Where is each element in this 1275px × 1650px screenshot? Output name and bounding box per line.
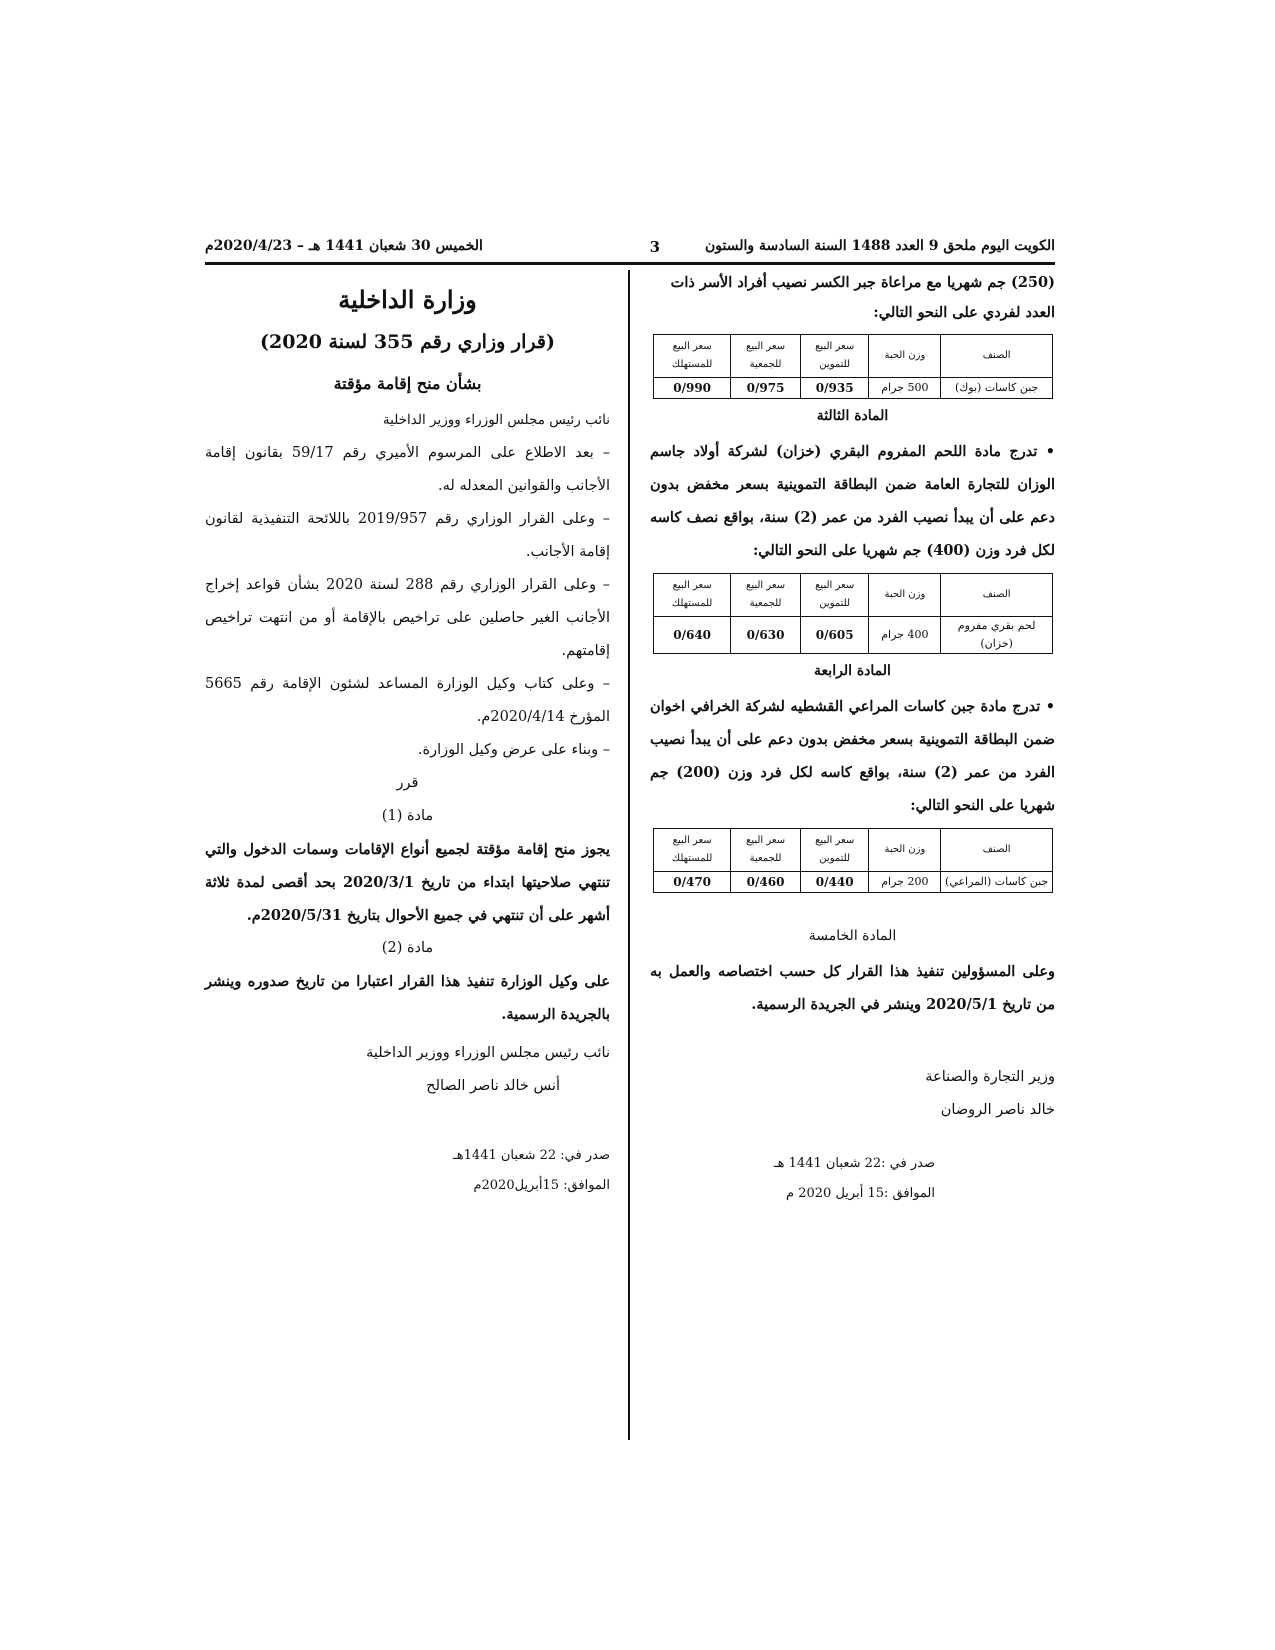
cell-weight: 400 جرام xyxy=(869,617,941,654)
recital: – وبناء على عرض وكيل الوزارة. xyxy=(417,742,610,758)
cell-weight: 200 جرام xyxy=(869,872,941,893)
signatory-title: وزير التجارة والصناعة xyxy=(925,1069,1055,1085)
col-header-consumer-price: سعر البيع للمستهلك xyxy=(654,335,731,378)
price-table-3 xyxy=(653,828,1053,893)
col-header-item: الصنف xyxy=(941,574,1053,617)
cell-coop-price: 0/630 xyxy=(731,617,801,654)
preamble: نائب رئيس مجلس الوزراء ووزير الداخلية xyxy=(382,412,610,428)
col-header-item: الصنف xyxy=(941,335,1053,378)
issued-date: صدر في :22 شعبان 1441 هـ xyxy=(773,1156,935,1171)
decision-subject: بشأن منح إقامة مؤقتة xyxy=(333,374,482,393)
intro-line-2: العدد لفردي على النحو التالي: xyxy=(873,304,1055,321)
col-header-weight: وزن الحبة xyxy=(869,335,941,378)
recital: – وعلى كتاب وكيل الوزارة المساعد لشئون الإقامة رقم 5665 المؤرخ 2020/4/14م. xyxy=(205,676,610,725)
cell-item: جبن كاسات (المراعي) xyxy=(941,872,1053,893)
article-1-title: مادة (1) xyxy=(381,808,434,824)
col-header-consumer-price: سعر البيع للمستهلك xyxy=(654,574,731,617)
col-header-consumer-price: سعر البيع للمستهلك xyxy=(654,829,731,872)
recital: – وعلى القرار الوزاري رقم 2019/957 باللائحة التنفيذية لقانون إقامة الأجانب. xyxy=(205,511,610,560)
article-3-text: • تدرج مادة اللحم المفروم البقري (خزان) لشركة أولاد جاسم الوزان للتجارة العامة ضمن البطاقة التموينية بسعر مخفض بدون دعم على أن يبدأ نصيب الفرد من عمر (2) سنة، بواقع نصف كاسه لكل فرد وزن (400) جم شهريا على النحو التالي: xyxy=(650,443,1055,559)
decided-heading: قرر xyxy=(396,775,419,791)
article-2-text: على وكيل الوزارة تنفيذ هذا القرار اعتبارا من تاريخ صدوره وينشر بالجريدة الرسمية. xyxy=(205,973,610,1023)
signatory-title: نائب رئيس مجلس الوزراء ووزير الداخلية xyxy=(366,1045,610,1061)
cell-item: لحم بقري مفروم (خزان) xyxy=(941,617,1053,654)
col-header-supply-price: سعر البيع للتموين xyxy=(800,829,869,872)
col-header-supply-price: سعر البيع للتموين xyxy=(800,335,869,378)
recital: – وعلى القرار الوزاري رقم 288 لسنة 2020 بشأن قواعد إخراج الأجانب الغير حاصلين على تراخيص بالإقامة أو من انتهت تراخيص إقامتهم. xyxy=(205,577,610,659)
decision-title: (قرار وزاري رقم 355 لسنة 2020) xyxy=(260,331,555,353)
col-header-weight: وزن الحبة xyxy=(869,574,941,617)
col-header-coop-price: سعر البيع للجمعية xyxy=(731,829,801,872)
table-header-row xyxy=(654,829,1053,872)
ministry-title: وزارة الداخلية xyxy=(338,285,477,314)
col-header-coop-price: سعر البيع للجمعية xyxy=(731,335,801,378)
header-date: الخميس 30 شعبان 1441 هـ – 2020/4/23م xyxy=(205,238,483,254)
column-divider xyxy=(628,270,630,1440)
table-row xyxy=(654,617,1053,654)
cell-item: جبن كاسات (بوك) xyxy=(941,378,1053,399)
intro-line-1: (250) جم شهريا مع مراعاة جبر الكسر نصيب أفراد الأسر ذات xyxy=(670,274,1055,291)
article-3-title: المادة الثالثة xyxy=(816,408,889,424)
table-row xyxy=(654,872,1053,893)
cell-supply-price: 0/935 xyxy=(800,378,869,399)
article-4-title: المادة الرابعة xyxy=(814,663,891,679)
cell-supply-price: 0/440 xyxy=(800,872,869,893)
article-5-text: وعلى المسؤولين تنفيذ هذا القرار كل حسب اختصاصه والعمل به من تاريخ 2020/5/1 وينشر في الجريدة الرسمية. xyxy=(650,963,1055,1013)
right-column xyxy=(650,270,1055,1209)
cell-consumer-price: 0/640 xyxy=(654,617,731,654)
col-header-supply-price: سعر البيع للتموين xyxy=(800,574,869,617)
cell-weight: 500 جرام xyxy=(869,378,941,399)
cell-consumer-price: 0/470 xyxy=(654,872,731,893)
corresponding-date: الموافق :15 أبريل 2020 م xyxy=(786,1186,935,1201)
col-header-coop-price: سعر البيع للجمعية xyxy=(731,574,801,617)
cell-coop-price: 0/975 xyxy=(731,378,801,399)
col-header-item: الصنف xyxy=(941,829,1053,872)
table-header-row xyxy=(654,335,1053,378)
recital: – بعد الاطلاع على المرسوم الأميري رقم 59/17 بقانون إقامة الأجانب والقوانين المعدله له. xyxy=(205,445,610,494)
article-4-text: • تدرج مادة جبن كاسات المراعي القشطيه لشركة الخرافي اخوان ضمن البطاقة التموينية بسعر مخفض بدون دعم على أن يبدأ نصيب الفرد من عمر (2) سنة، بواقع كاسه لكل فرد وزن (200) جم شهريا على النحو التالي: xyxy=(650,698,1055,814)
header-rule xyxy=(205,262,1055,265)
issue-dates xyxy=(205,1141,610,1201)
table-row xyxy=(654,378,1053,399)
cell-consumer-price: 0/990 xyxy=(654,378,731,399)
price-table-1 xyxy=(653,334,1053,399)
table-header-row xyxy=(654,574,1053,617)
issued-date: صدر في: 22 شعبان 1441هـ xyxy=(452,1148,610,1163)
signatory-name: أنس خالد ناصر الصالح xyxy=(426,1078,560,1094)
col-header-weight: وزن الحبة xyxy=(869,829,941,872)
cell-supply-price: 0/605 xyxy=(800,617,869,654)
page-header xyxy=(205,238,1055,260)
left-column xyxy=(205,280,610,1201)
corresponding-date: الموافق: 15أبريل2020م xyxy=(473,1178,610,1193)
article-1-text: يجوز منح إقامة مؤقتة لجميع أنواع الإقامات وسمات الدخول والتي تنتهي صلاحيتها ابتداء من تاريخ 2020/3/1 بحد أقصى لمدة ثلاثة أشهر على أن تنتهي في جميع الأحوال بتاريخ 2020/5/31م. xyxy=(205,841,610,924)
price-table-2 xyxy=(653,573,1053,654)
page-number: 3 xyxy=(649,238,660,256)
issue-dates xyxy=(650,1149,935,1209)
cell-coop-price: 0/460 xyxy=(731,872,801,893)
article-5-title: المادة الخامسة xyxy=(808,928,897,944)
signatory-name: خالد ناصر الروضان xyxy=(940,1102,1055,1118)
article-2-title: مادة (2) xyxy=(381,940,434,956)
header-publication: الكويت اليوم ملحق 9 العدد 1488 السنة السادسة والستون xyxy=(704,238,1055,254)
